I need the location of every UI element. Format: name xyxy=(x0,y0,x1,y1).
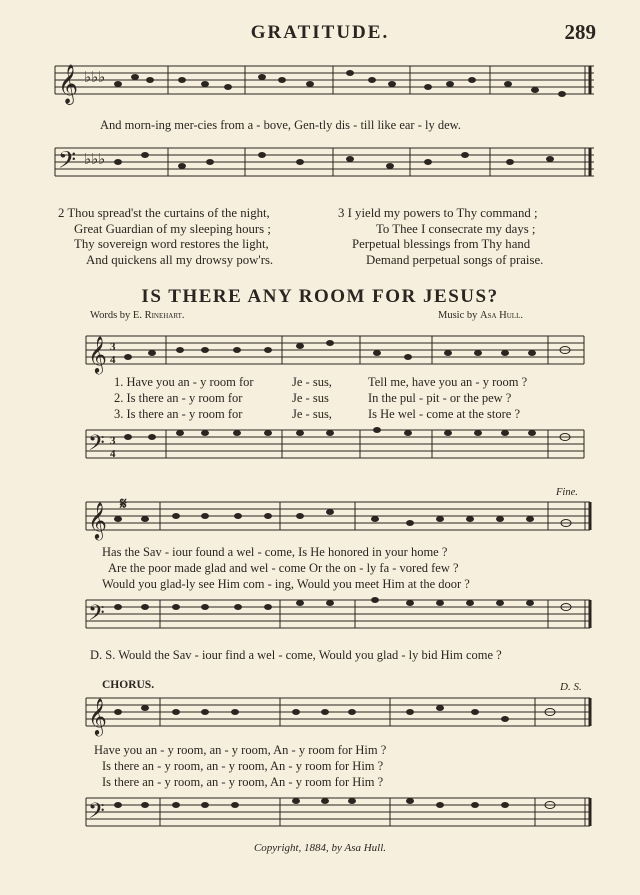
svg-text:4: 4 xyxy=(110,448,116,460)
bass-clef-icon: 𝄢 xyxy=(88,601,105,630)
copyright-notice: Copyright, 1884, by Asa Hull. xyxy=(253,842,387,854)
system1-treble-staff xyxy=(0,328,640,373)
svg-text:3: 3 xyxy=(110,435,116,447)
segno-icon: 𝄋 xyxy=(120,496,127,513)
treble-clef-icon: 𝄞 xyxy=(58,66,79,103)
page-number: 289 xyxy=(564,20,596,44)
time-signature: 3 xyxy=(110,341,116,353)
treble-clef-icon: 𝄞 xyxy=(88,698,107,734)
system1-bass-notes xyxy=(124,427,570,441)
chorus-bass-staff xyxy=(0,790,640,835)
system2-treble-notes xyxy=(114,509,571,527)
system2-bass-notes xyxy=(114,597,571,611)
music-credit: Music by Asa Hull. xyxy=(438,310,523,321)
system2-treble-staff xyxy=(0,494,640,539)
chorus-treble-staff xyxy=(0,690,640,735)
bass-clef-icon: 𝄢 xyxy=(58,148,77,179)
bass-clef-icon: 𝄢 xyxy=(88,799,105,828)
treble-clef-icon: 𝄞 xyxy=(88,336,107,372)
bass-clef-icon: 𝄢 xyxy=(88,431,105,460)
gratitude-treble-notes xyxy=(114,70,566,97)
system1-bass-staff xyxy=(0,422,640,467)
system2-bass-staff xyxy=(0,592,640,637)
chorus-bass-notes xyxy=(114,798,555,809)
page-header-title: GRATITUDE. xyxy=(250,22,390,43)
gratitude-treble-staff xyxy=(0,60,640,110)
words-credit: Words by E. Rinehart. xyxy=(90,310,185,321)
fine-marking: Fine. xyxy=(556,487,578,498)
treble-clef-icon: 𝄞 xyxy=(88,502,107,538)
flat-sign-icon: ♭♭♭ xyxy=(84,70,106,86)
gratitude-bass-staff xyxy=(0,142,640,192)
ds-marking: D. S. xyxy=(560,681,582,693)
gratitude-verse-2: 2 Thou spread'st the curtains of the night, Great Guardian of my sleeping hours ; Thy sovereign word restores the light, And quickens all my drowsy pow'rs. xyxy=(58,206,274,267)
flat-sign-icon: ♭♭♭ xyxy=(84,152,106,168)
svg-text:4: 4 xyxy=(110,354,116,366)
gratitude-verse-3: 3 I yield my powers to Thy command ; To Thee I consecrate my days ; Perpetual blessings from Thy hand Demand perpetual songs of praise. xyxy=(338,206,544,267)
chorus-label: CHORUS. xyxy=(102,679,155,691)
song-title: IS THERE ANY ROOM FOR JESUS? xyxy=(141,286,499,307)
